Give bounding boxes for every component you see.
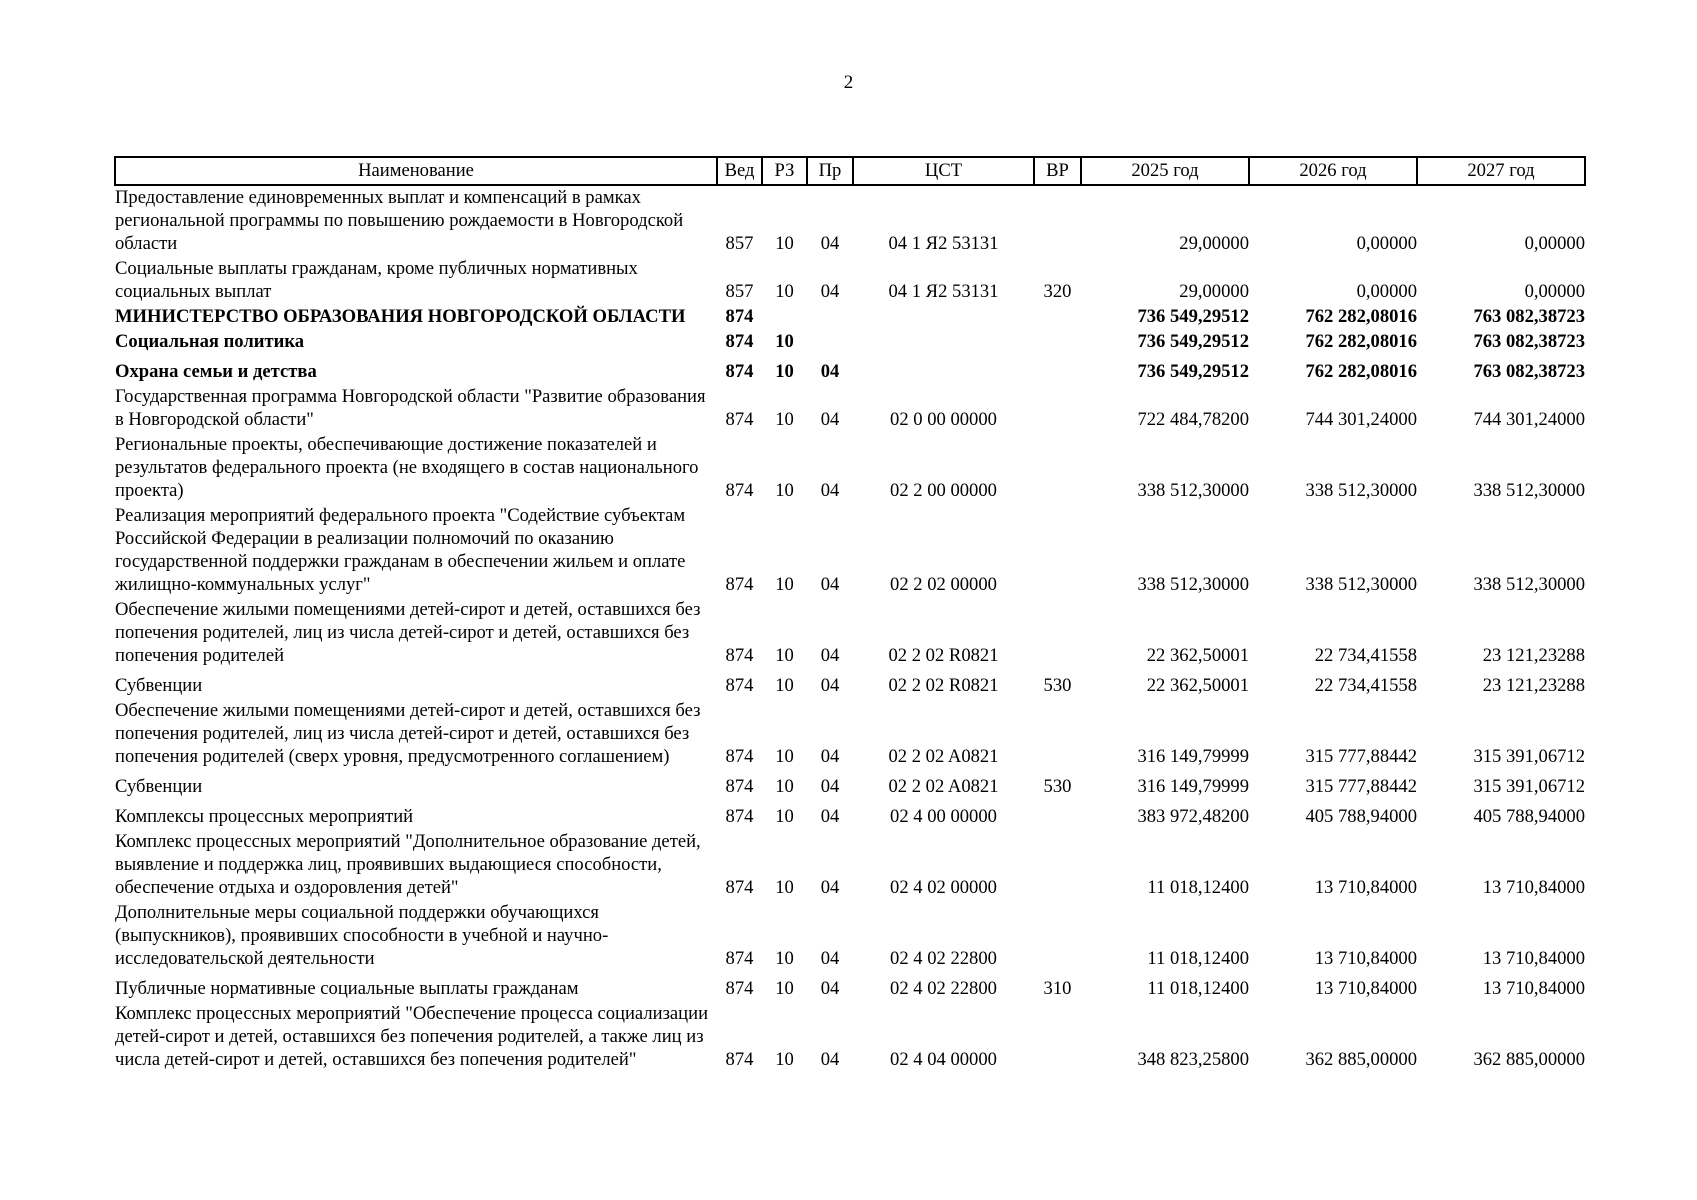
cell-rz: 10 — [775, 675, 794, 696]
cell-2026: 13 710,84000 — [1314, 877, 1417, 898]
table-row — [115, 257, 1585, 305]
cell-name: Комплексы процессных мероприятий — [115, 806, 414, 827]
budget-table — [114, 156, 1586, 1073]
cell-ved: 874 — [725, 574, 754, 595]
cell-2027: 362 885,00000 — [1473, 1049, 1585, 1070]
cell-2026: 762 282,08016 — [1305, 331, 1417, 352]
cell-2027: 315 391,06712 — [1473, 776, 1585, 797]
cell-vr — [1034, 699, 1081, 770]
cell-pr: 04 — [820, 776, 840, 797]
cell-name: Публичные нормативные социальные выплаты гражданам — [115, 978, 579, 999]
cell-rz: 10 — [775, 574, 794, 595]
cell-name: Реализация мероприятий федерального проекта "Содействие субъектам Российской Федерации в реализации полномочий по оказанию государственной поддержки гражданам в обеспечении жильем и оплате жилищно-коммунальных услуг" — [115, 505, 686, 595]
header-vr: ВР — [1034, 157, 1081, 185]
cell-pr: 04 — [820, 645, 840, 666]
cell-vr — [1034, 830, 1081, 901]
cell-2027: 13 710,84000 — [1482, 877, 1585, 898]
cell-cst: 02 4 02 22800 — [890, 948, 997, 969]
table-row — [115, 185, 1585, 257]
cell-pr: 04 — [820, 806, 840, 827]
cell-2025: 316 149,79999 — [1137, 776, 1249, 797]
cell-rz: 10 — [775, 746, 794, 767]
cell-2026: 362 885,00000 — [1305, 1049, 1417, 1070]
cell-pr: 04 — [820, 948, 840, 969]
cell-vr — [1034, 433, 1081, 504]
cell-vr — [1034, 385, 1081, 433]
cell-2027: 23 121,23288 — [1482, 675, 1585, 696]
cell-name: Субвенции — [115, 776, 203, 797]
cell-cst: 02 4 04 00000 — [890, 1049, 997, 1070]
cell-name: Охрана семьи и детства — [115, 361, 317, 382]
cell-cst: 02 2 02 A0821 — [888, 746, 999, 767]
cell-pr: 04 — [820, 480, 840, 501]
cell-ved: 874 — [725, 746, 754, 767]
cell-2026: 315 777,88442 — [1305, 776, 1417, 797]
cell-pr: 04 — [820, 877, 840, 898]
cell-ved: 857 — [725, 233, 754, 254]
cell-name: Региональные проекты, обеспечивающие достижение показателей и результатов федерального проекта (не входящего в состав национального проекта) — [115, 434, 699, 501]
cell-pr: 04 — [820, 746, 840, 767]
cell-2025: 736 549,29512 — [1137, 361, 1249, 382]
cell-vr — [1034, 1002, 1081, 1073]
cell-pr: 04 — [820, 978, 840, 999]
table-header-row — [115, 157, 1585, 185]
cell-ved: 874 — [725, 877, 754, 898]
cell-rz: 10 — [775, 877, 794, 898]
header-ved: Вед — [717, 157, 762, 185]
cell-name: Социальные выплаты гражданам, кроме публичных нормативных социальных выплат — [115, 258, 638, 302]
cell-cst — [853, 330, 1034, 355]
table-row — [115, 830, 1585, 901]
header-2026: 2026 год — [1249, 157, 1417, 185]
cell-2027: 763 082,38723 — [1473, 361, 1585, 382]
cell-2026: 338 512,30000 — [1305, 574, 1417, 595]
cell-2025: 338 512,30000 — [1137, 574, 1249, 595]
cell-vr: 310 — [1043, 978, 1072, 999]
cell-rz — [762, 305, 807, 330]
cell-vr — [1034, 330, 1081, 355]
cell-name: Обеспечение жилыми помещениями детей-сирот и детей, оставшихся без попечения родителей, лиц из числа детей-сирот и детей, оставшихся без попечения родителей — [115, 599, 701, 666]
cell-2025: 22 362,50001 — [1146, 675, 1249, 696]
cell-rz: 10 — [775, 978, 794, 999]
cell-2026: 762 282,08016 — [1305, 361, 1417, 382]
table-row — [115, 770, 1585, 800]
cell-name: Комплекс процессных мероприятий "Дополнительное образование детей, выявление и поддержка лиц, проявивших выдающиеся способности, обеспечение отдыха и оздоровления детей" — [115, 831, 701, 898]
cell-rz: 10 — [775, 776, 794, 797]
cell-2025: 11 018,12400 — [1147, 978, 1249, 999]
cell-2025: 29,00000 — [1179, 281, 1249, 302]
cell-pr: 04 — [820, 233, 840, 254]
table-row — [115, 305, 1585, 330]
table-row — [115, 385, 1585, 433]
cell-2027: 0,00000 — [1524, 233, 1585, 254]
cell-2027: 23 121,23288 — [1482, 645, 1585, 666]
cell-ved: 874 — [725, 1049, 754, 1070]
header-cst: ЦСТ — [853, 157, 1034, 185]
cell-2027: 338 512,30000 — [1473, 574, 1585, 595]
cell-ved: 874 — [725, 331, 754, 352]
cell-2027: 13 710,84000 — [1482, 948, 1585, 969]
cell-cst — [853, 355, 1034, 385]
cell-vr — [1034, 598, 1081, 669]
cell-2027: 338 512,30000 — [1473, 480, 1585, 501]
cell-rz: 10 — [775, 948, 794, 969]
cell-2025: 22 362,50001 — [1146, 645, 1249, 666]
cell-ved: 874 — [725, 806, 754, 827]
cell-vr: 320 — [1043, 281, 1072, 302]
cell-rz: 10 — [775, 480, 794, 501]
cell-2027: 744 301,24000 — [1473, 409, 1585, 430]
cell-pr: 04 — [820, 361, 840, 382]
cell-vr — [1034, 185, 1081, 257]
cell-rz: 10 — [775, 331, 794, 352]
cell-name: Обеспечение жилыми помещениями детей-сирот и детей, оставшихся без попечения родителей, лиц из числа детей-сирот и детей, оставшихся без попечения родителей (сверх уровня, предусмотренного соглашением) — [115, 700, 701, 767]
cell-2026: 22 734,41558 — [1314, 675, 1417, 696]
cell-2026: 22 734,41558 — [1314, 645, 1417, 666]
cell-ved: 874 — [725, 948, 754, 969]
table-row — [115, 330, 1585, 355]
cell-ved: 874 — [725, 675, 754, 696]
cell-2025: 11 018,12400 — [1147, 948, 1249, 969]
cell-name: Комплекс процессных мероприятий "Обеспечение процесса социализации детей-сирот и детей, оставшихся без попечения родителей, а также лиц из числа детей-сирот и детей, оставшихся без попечения родителей" — [115, 1003, 709, 1070]
cell-ved: 857 — [725, 281, 754, 302]
cell-vr: 530 — [1043, 776, 1072, 797]
cell-cst: 02 4 00 00000 — [890, 806, 997, 827]
cell-cst: 04 1 Я2 53131 — [888, 233, 999, 254]
cell-cst: 02 4 02 00000 — [890, 877, 997, 898]
cell-vr — [1034, 504, 1081, 598]
header-2025: 2025 год — [1081, 157, 1249, 185]
cell-pr — [807, 305, 853, 330]
header-rz: РЗ — [762, 157, 807, 185]
cell-ved: 874 — [725, 409, 754, 430]
table-row — [115, 1002, 1585, 1073]
cell-name: Субвенции — [115, 675, 203, 696]
cell-vr — [1034, 800, 1081, 830]
table-row — [115, 669, 1585, 699]
cell-ved: 874 — [725, 361, 754, 382]
cell-cst — [853, 305, 1034, 330]
cell-2027: 315 391,06712 — [1473, 746, 1585, 767]
table-row — [115, 901, 1585, 972]
cell-2026: 338 512,30000 — [1305, 480, 1417, 501]
cell-2025: 736 549,29512 — [1137, 306, 1249, 327]
cell-pr: 04 — [820, 574, 840, 595]
cell-ved: 874 — [725, 306, 754, 327]
cell-2025: 11 018,12400 — [1147, 877, 1249, 898]
cell-cst: 02 0 00 00000 — [890, 409, 997, 430]
cell-ved: 874 — [725, 645, 754, 666]
cell-pr: 04 — [820, 409, 840, 430]
cell-cst: 02 2 02 A0821 — [888, 776, 999, 797]
cell-vr — [1034, 305, 1081, 330]
cell-vr — [1034, 901, 1081, 972]
cell-2026: 762 282,08016 — [1305, 306, 1417, 327]
cell-pr: 04 — [820, 281, 840, 302]
cell-vr — [1034, 355, 1081, 385]
cell-cst: 02 2 02 00000 — [890, 574, 997, 595]
cell-cst: 02 2 00 00000 — [890, 480, 997, 501]
cell-2026: 405 788,94000 — [1305, 806, 1417, 827]
cell-pr: 04 — [820, 675, 840, 696]
cell-rz: 10 — [775, 409, 794, 430]
cell-2026: 315 777,88442 — [1305, 746, 1417, 767]
cell-rz: 10 — [775, 645, 794, 666]
cell-pr — [807, 330, 853, 355]
cell-ved: 874 — [725, 776, 754, 797]
cell-pr: 04 — [820, 1049, 840, 1070]
header-pr: Пр — [807, 157, 853, 185]
cell-ved: 874 — [725, 480, 754, 501]
cell-2026: 13 710,84000 — [1314, 978, 1417, 999]
cell-2027: 0,00000 — [1524, 281, 1585, 302]
table-row — [115, 504, 1585, 598]
cell-name: Дополнительные меры социальной поддержки обучающихся (выпускников), проявивших способности в учебной и научно-исследовательской деятельности — [115, 902, 609, 969]
cell-2027: 763 082,38723 — [1473, 306, 1585, 327]
table-row — [115, 972, 1585, 1002]
cell-2026: 744 301,24000 — [1305, 409, 1417, 430]
cell-2027: 13 710,84000 — [1482, 978, 1585, 999]
cell-rz: 10 — [775, 281, 794, 302]
table-body — [115, 185, 1585, 1073]
cell-name: Предоставление единовременных выплат и компенсаций в рамках региональной программы по повышению рождаемости в Новгородской области — [115, 187, 684, 254]
cell-2025: 29,00000 — [1179, 233, 1249, 254]
cell-cst: 02 4 02 22800 — [890, 978, 997, 999]
cell-rz: 10 — [775, 1049, 794, 1070]
cell-rz: 10 — [775, 806, 794, 827]
cell-2026: 13 710,84000 — [1314, 948, 1417, 969]
cell-2025: 316 149,79999 — [1137, 746, 1249, 767]
cell-name: МИНИСТЕРСТВО ОБРАЗОВАНИЯ НОВГОРОДСКОЙ ОБЛАСТИ — [115, 306, 686, 327]
table-row — [115, 699, 1585, 770]
table-row — [115, 355, 1585, 385]
cell-rz: 10 — [775, 361, 794, 382]
cell-name: Государственная программа Новгородской области "Развитие образования в Новгородской области" — [115, 386, 706, 430]
cell-2025: 348 823,25800 — [1137, 1049, 1249, 1070]
cell-vr: 530 — [1043, 675, 1072, 696]
cell-2026: 0,00000 — [1356, 281, 1417, 302]
cell-2026: 0,00000 — [1356, 233, 1417, 254]
cell-2025: 736 549,29512 — [1137, 331, 1249, 352]
cell-2027: 405 788,94000 — [1473, 806, 1585, 827]
table-row — [115, 433, 1585, 504]
cell-2025: 383 972,48200 — [1137, 806, 1249, 827]
cell-cst: 02 2 02 R0821 — [888, 645, 999, 666]
cell-cst: 04 1 Я2 53131 — [888, 281, 999, 302]
cell-2027: 763 082,38723 — [1473, 331, 1585, 352]
cell-cst: 02 2 02 R0821 — [888, 675, 999, 696]
table-row — [115, 598, 1585, 669]
cell-2025: 722 484,78200 — [1137, 409, 1249, 430]
cell-name: Социальная политика — [115, 331, 305, 352]
cell-ved: 874 — [725, 978, 754, 999]
cell-rz: 10 — [775, 233, 794, 254]
table-row — [115, 800, 1585, 830]
header-name: Наименование — [115, 157, 717, 185]
page-number: 2 — [843, 72, 854, 93]
cell-2025: 338 512,30000 — [1137, 480, 1249, 501]
header-2027: 2027 год — [1417, 157, 1585, 185]
